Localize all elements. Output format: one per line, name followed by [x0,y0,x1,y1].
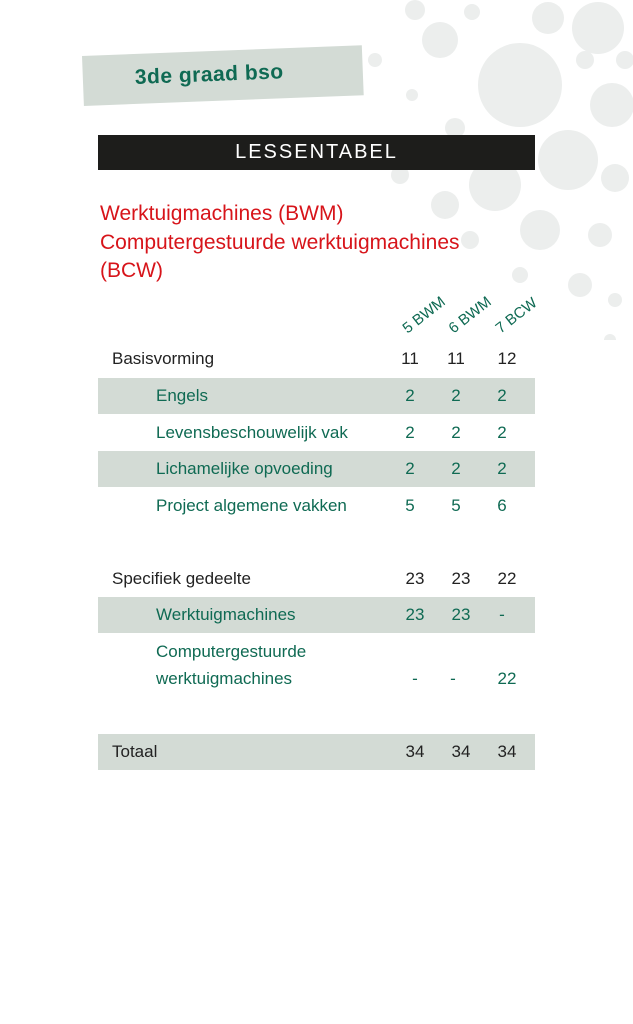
row-label: Engels [156,386,208,405]
table-row [98,597,535,633]
table-row [98,415,535,451]
row-label: Specifiek gedeelte [112,569,251,588]
table-row-specifiek [98,561,535,597]
cell-7bcw: 22 [497,669,517,688]
cell-7bcw: 2 [497,459,507,478]
row-label-line2: werktuigmachines [156,669,293,688]
cell-7bcw: 12 [497,349,517,368]
cell-5bwm: 23 [405,605,425,624]
cell-6bwm: 2 [451,386,461,405]
program-title-3: (BCW) [100,259,163,282]
column-header-6bwm: 6 BWM [445,293,495,337]
cell-7bcw: 2 [497,386,507,405]
cell-6bwm: 2 [451,459,461,478]
cell-5bwm: 2 [405,459,415,478]
column-header-5bwm: 5 BWM [399,293,449,337]
cell-5bwm: - [412,669,418,688]
table-row-totaal [98,734,535,770]
cell-6bwm: 23 [451,569,471,588]
row-label: Project algemene vakken [156,496,347,515]
cell-7bcw: 34 [497,742,517,761]
program-title-1: Werktuigmachines (BWM) [100,202,344,225]
table-row-basisvorming [98,341,535,377]
row-label: Levensbeschouwelijk vak [156,423,348,442]
cell-6bwm: 2 [451,423,461,442]
row-label: Werktuigmachines [156,605,296,624]
cell-7bcw: - [499,605,505,624]
cell-5bwm: 5 [405,496,415,515]
cell-6bwm: 11 [447,349,465,368]
cell-7bcw: 2 [497,423,507,442]
cell-5bwm: 2 [405,423,415,442]
row-label-line1: Computergestuurde [156,642,307,661]
section-header-bar [98,135,535,170]
cell-7bcw: 6 [497,496,507,515]
table-row [98,378,535,414]
column-header-7bcw: 7 BCW [492,294,541,337]
cell-6bwm: 34 [451,742,471,761]
cell-5bwm: 23 [405,569,425,588]
table-row [98,634,535,698]
cell-5bwm: 11 [401,349,419,368]
row-label: Lichamelijke opvoeding [156,459,333,478]
cell-6bwm: 5 [451,496,461,515]
cell-5bwm: 34 [405,742,425,761]
cell-5bwm: 2 [405,386,415,405]
cell-6bwm: - [450,669,456,688]
row-label: Totaal [112,742,158,761]
grade-label: 3de graad bso [134,60,285,89]
row-label: Basisvorming [112,349,215,368]
cell-7bcw: 22 [497,569,517,588]
program-title-2: Computergestuurde werktuigmachines [100,231,460,254]
table-row [98,451,535,487]
table-row [98,488,535,524]
cell-6bwm: 23 [451,605,471,624]
section-title: LESSENTABEL [235,141,398,163]
